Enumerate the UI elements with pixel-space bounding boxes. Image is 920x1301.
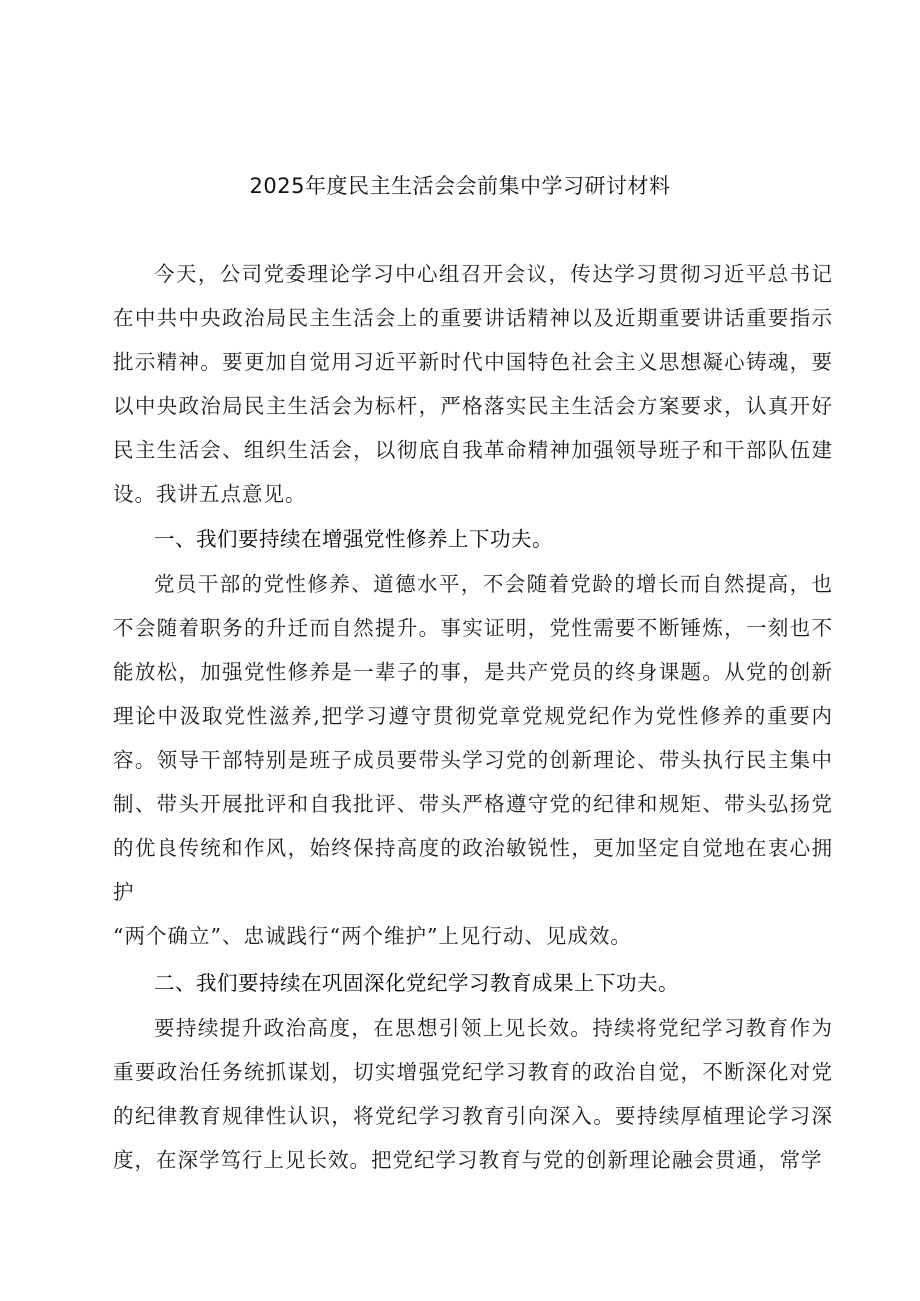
intro-paragraph: 今天，公司党委理论学习中心组召开会议，传达学习贯彻习近平总书记在中共中央政治局民主生活会上的重要讲话精神以及近期重要讲话重要指示批示精神。要更加自觉用习近平新时代中国特色社会主义思想凝心铸魂，要以中央政治局民主生活会为标杆，严格落实民主生活会方案要求，认真开好民主生活会、组织生活会，以彻底自我革命精神加强领导班子和干部队伍建设。我讲五点意见。 [113, 262, 833, 506]
document-title: 2025年度民主生活会会前集中学习研讨材料 [249, 174, 671, 198]
section-1-heading: 一、我们要持续在增强党性修养上下功夫。 [154, 527, 553, 551]
section-1-paragraph: 党员干部的党性修养、道德水平，不会随着党龄的增长而自然提高，也不会随着职务的升迁而自然提升。事实证明，党性需要不断锤炼，一刻也不能放松，加强党性修养是一辈子的事，是共产党员的终身课题。从党的创新理论中汲取党性滋养,把学习遵守贯彻党章党规党纪作为党性修养的重要内容。领导干部特别是班子成员要带头学习党的创新理论、带头执行民主集中制、带头开展批评和自我批评、带头严格遵守党的纪律和规矩、带头弘扬党的优良传统和作风，始终保持高度的政治敏锐性，更加坚定自觉地在衷心拥护 [113, 572, 833, 904]
section-2-heading: 二、我们要持续在巩固深化党纪学习教育成果上下功夫。 [154, 971, 679, 995]
section-1-paragraph-continued: “两个确立”、忠诚践行“两个维护”上见行动、见成效。 [113, 924, 632, 948]
document-body [113, 252, 833, 1182]
section-2-paragraph: 要持续提升政治高度，在思想引领上见长效。持续将党纪学习教育作为重要政治任务统抓谋划，切实增强党纪学习教育的政治自觉，不断深化对党的纪律教育规律性认识，将党纪学习教育引向深入。要持续厚植理论学习深度，在深学笃行上见长效。把党纪学习教育与党的创新理论融会贯通，常学 [113, 1016, 833, 1172]
